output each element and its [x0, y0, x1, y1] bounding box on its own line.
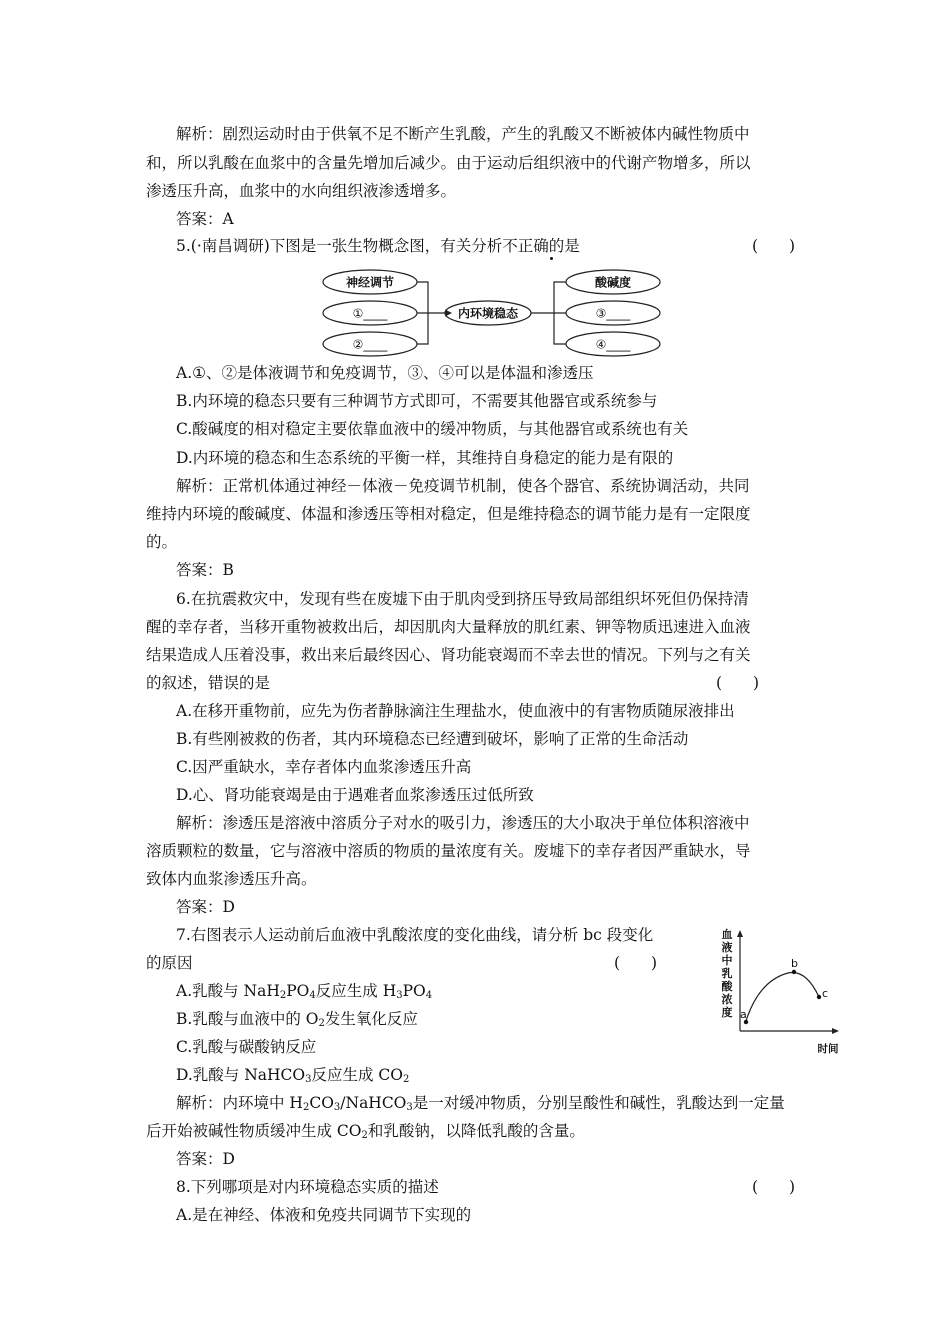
emphasis-dot — [550, 257, 553, 260]
q4-analysis-line-3: 渗透压升高，血浆中的水向组织液渗透增多。 — [146, 182, 457, 200]
y-label-char: 液 — [721, 941, 733, 954]
concept-map-diagram — [318, 265, 663, 361]
q7-stem-line-2: 的原因 — [146, 954, 193, 972]
center-node-label: 内环境稳态 — [457, 306, 519, 321]
right-node-2-label: ③____ — [595, 306, 631, 321]
lactic-acid-curve-graph — [718, 925, 844, 1060]
y-label-char: 酸 — [721, 980, 733, 993]
y-label-char: 度 — [721, 1006, 733, 1019]
point-c-label: c — [822, 987, 829, 1000]
q4-analysis-line-1: 解析：剧烈运动时由于供氧不足不断产生乳酸，产生的乳酸又不断被体内碱性物质中 — [176, 125, 750, 143]
point-c-marker — [817, 995, 821, 999]
left-node-3-label: ②____ — [352, 337, 388, 352]
q6-stem-line-1: 6.在抗震救灾中，发现有些在废墟下由于肌肉受到挤压导致局部组织坏死但仍保持清 — [176, 590, 749, 608]
right-node-1-label: 酸碱度 — [594, 275, 632, 290]
q7-answer: 答案：D — [176, 1150, 235, 1168]
q7-answer-bracket: ( ) — [614, 954, 658, 972]
q8-answer-bracket: ( ) — [752, 1178, 796, 1196]
left-node-1-label: 神经调节 — [345, 275, 395, 290]
point-b-label: b — [791, 957, 798, 970]
q6-option-d: D.心、肾功能衰竭是由于遇难者血浆渗透压过低所致 — [176, 786, 534, 804]
q7-option-c: C.乳酸与碳酸钠反应 — [176, 1038, 317, 1056]
q5-option-b: B.内环境的稳态只要有三种调节方式即可，不需要其他器官或系统参与 — [176, 392, 658, 410]
left-node-2-label: ①____ — [352, 306, 388, 321]
q5-option-d: D.内环境的稳态和生态系统的平衡一样，其维持自身稳定的能力是有限的 — [176, 449, 674, 467]
right-node-3-label: ④____ — [595, 337, 631, 352]
arrow-head-icon — [445, 310, 452, 317]
q7-option-d: D.乳酸与 NaHCO$_3$反应生成 $CO_2$ — [176, 1066, 410, 1085]
x-axis-arrow-icon — [832, 1028, 839, 1034]
q7-stem-line-1: 7.右图表示人运动前后血液中乳酸浓度的变化曲线，请分析 bc 段变化 — [176, 926, 654, 944]
point-b-marker — [792, 970, 796, 974]
q5-analysis-line-3: 的。 — [146, 533, 178, 551]
q4-analysis-line-2: 和，所以乳酸在血浆中的含量先增加后减少。由于运动后组织液中的代谢产物增多，所以 — [146, 154, 751, 172]
q5-analysis-line-2: 维持内环境的酸碱度、体温和渗透压等相对稳定，但是维持稳态的调节能力是有一定限度 — [146, 505, 751, 523]
q6-analysis-line-3: 致体内血浆渗透压升高。 — [146, 870, 317, 888]
graph-x-axis-label: 时间 — [817, 1043, 839, 1055]
q5-analysis-line-1: 解析：正常机体通过神经－体液－免疫调节机制，使各个器官、系统协调活动，共同 — [176, 477, 750, 495]
graph-y-axis-label — [722, 927, 734, 1019]
q4-answer: 答案：A — [176, 210, 234, 228]
q6-answer-bracket: ( ) — [716, 674, 760, 692]
q6-analysis-line-1: 解析：渗透压是溶液中溶质分子对水的吸引力，渗透压的大小取决于单位体积溶液中 — [176, 814, 750, 832]
q6-stem-line-3: 结果造成人压着没事，救出来后最终因心、肾功能衰竭而不幸去世的情况。下列与之有关 — [146, 646, 751, 664]
q5-answer-bracket: ( ) — [752, 237, 796, 255]
q7-analysis-line-2: 后开始被碱性物质缓冲生成 $CO_2$和乳酸钠，以降低乳酸的含量。 — [146, 1122, 585, 1141]
q6-option-a: A.在移开重物前，应先为伤者静脉滴注生理盐水，使血液中的有害物质随尿液排出 — [176, 702, 735, 720]
q6-answer: 答案：D — [176, 898, 235, 916]
q5-option-c: C.酸碱度的相对稳定主要依靠血液中的缓冲物质，与其他器官或系统也有关 — [176, 420, 689, 438]
y-label-char: 血 — [721, 928, 733, 941]
q6-analysis-line-2: 溶质颗粒的数量，它与溶液中溶质的物质的量浓度有关。废墟下的幸存者因严重缺水，导 — [146, 842, 751, 860]
point-a-label: a — [740, 1008, 747, 1021]
q5-answer: 答案：B — [176, 561, 234, 579]
q7-analysis-line-1: 解析：内环境中 $H_2CO_3/NaHCO_3$是一对缓冲物质，分别呈酸性和碱性，乳酸达到一定量 — [176, 1094, 785, 1113]
lactic-acid-curve — [745, 973, 819, 1025]
q8-option-a: A.是在神经、体液和免疫共同调节下实现的 — [176, 1206, 472, 1224]
q5-option-a: A.①、②是体液调节和免疫调节，③、④可以是体温和渗透压 — [176, 364, 594, 382]
y-axis-arrow-icon — [737, 930, 743, 937]
y-label-char: 浓 — [721, 993, 733, 1006]
y-label-char: 中 — [721, 954, 733, 967]
q6-stem-line-2: 醒的幸存者，当移开重物被救出后，却因肌肉大量释放的肌红素、钾等物质迅速进入血液 — [146, 618, 751, 636]
y-label-char: 乳 — [721, 967, 733, 980]
q7-option-a: A.乳酸与 $NaH_2PO_4$反应生成 $H_3PO_4$ — [176, 982, 433, 1001]
q6-option-c: C.因严重缺水，幸存者体内血浆渗透压升高 — [176, 758, 472, 776]
q8-stem: 8.下列哪项是对内环境稳态实质的描述 — [176, 1178, 439, 1196]
q7-option-b: B.乳酸与血液中的 $O_2$发生氧化反应 — [176, 1010, 418, 1029]
q5-stem: 5.(·南昌调研)下图是一张生物概念图，有关分析不正确的是 — [176, 237, 580, 255]
q6-option-b: B.有些刚被救的伤者，其内环境稳态已经遭到破坏，影响了正常的生命活动 — [176, 730, 689, 748]
q6-stem-line-4: 的叙述，错误的是 — [146, 674, 271, 692]
